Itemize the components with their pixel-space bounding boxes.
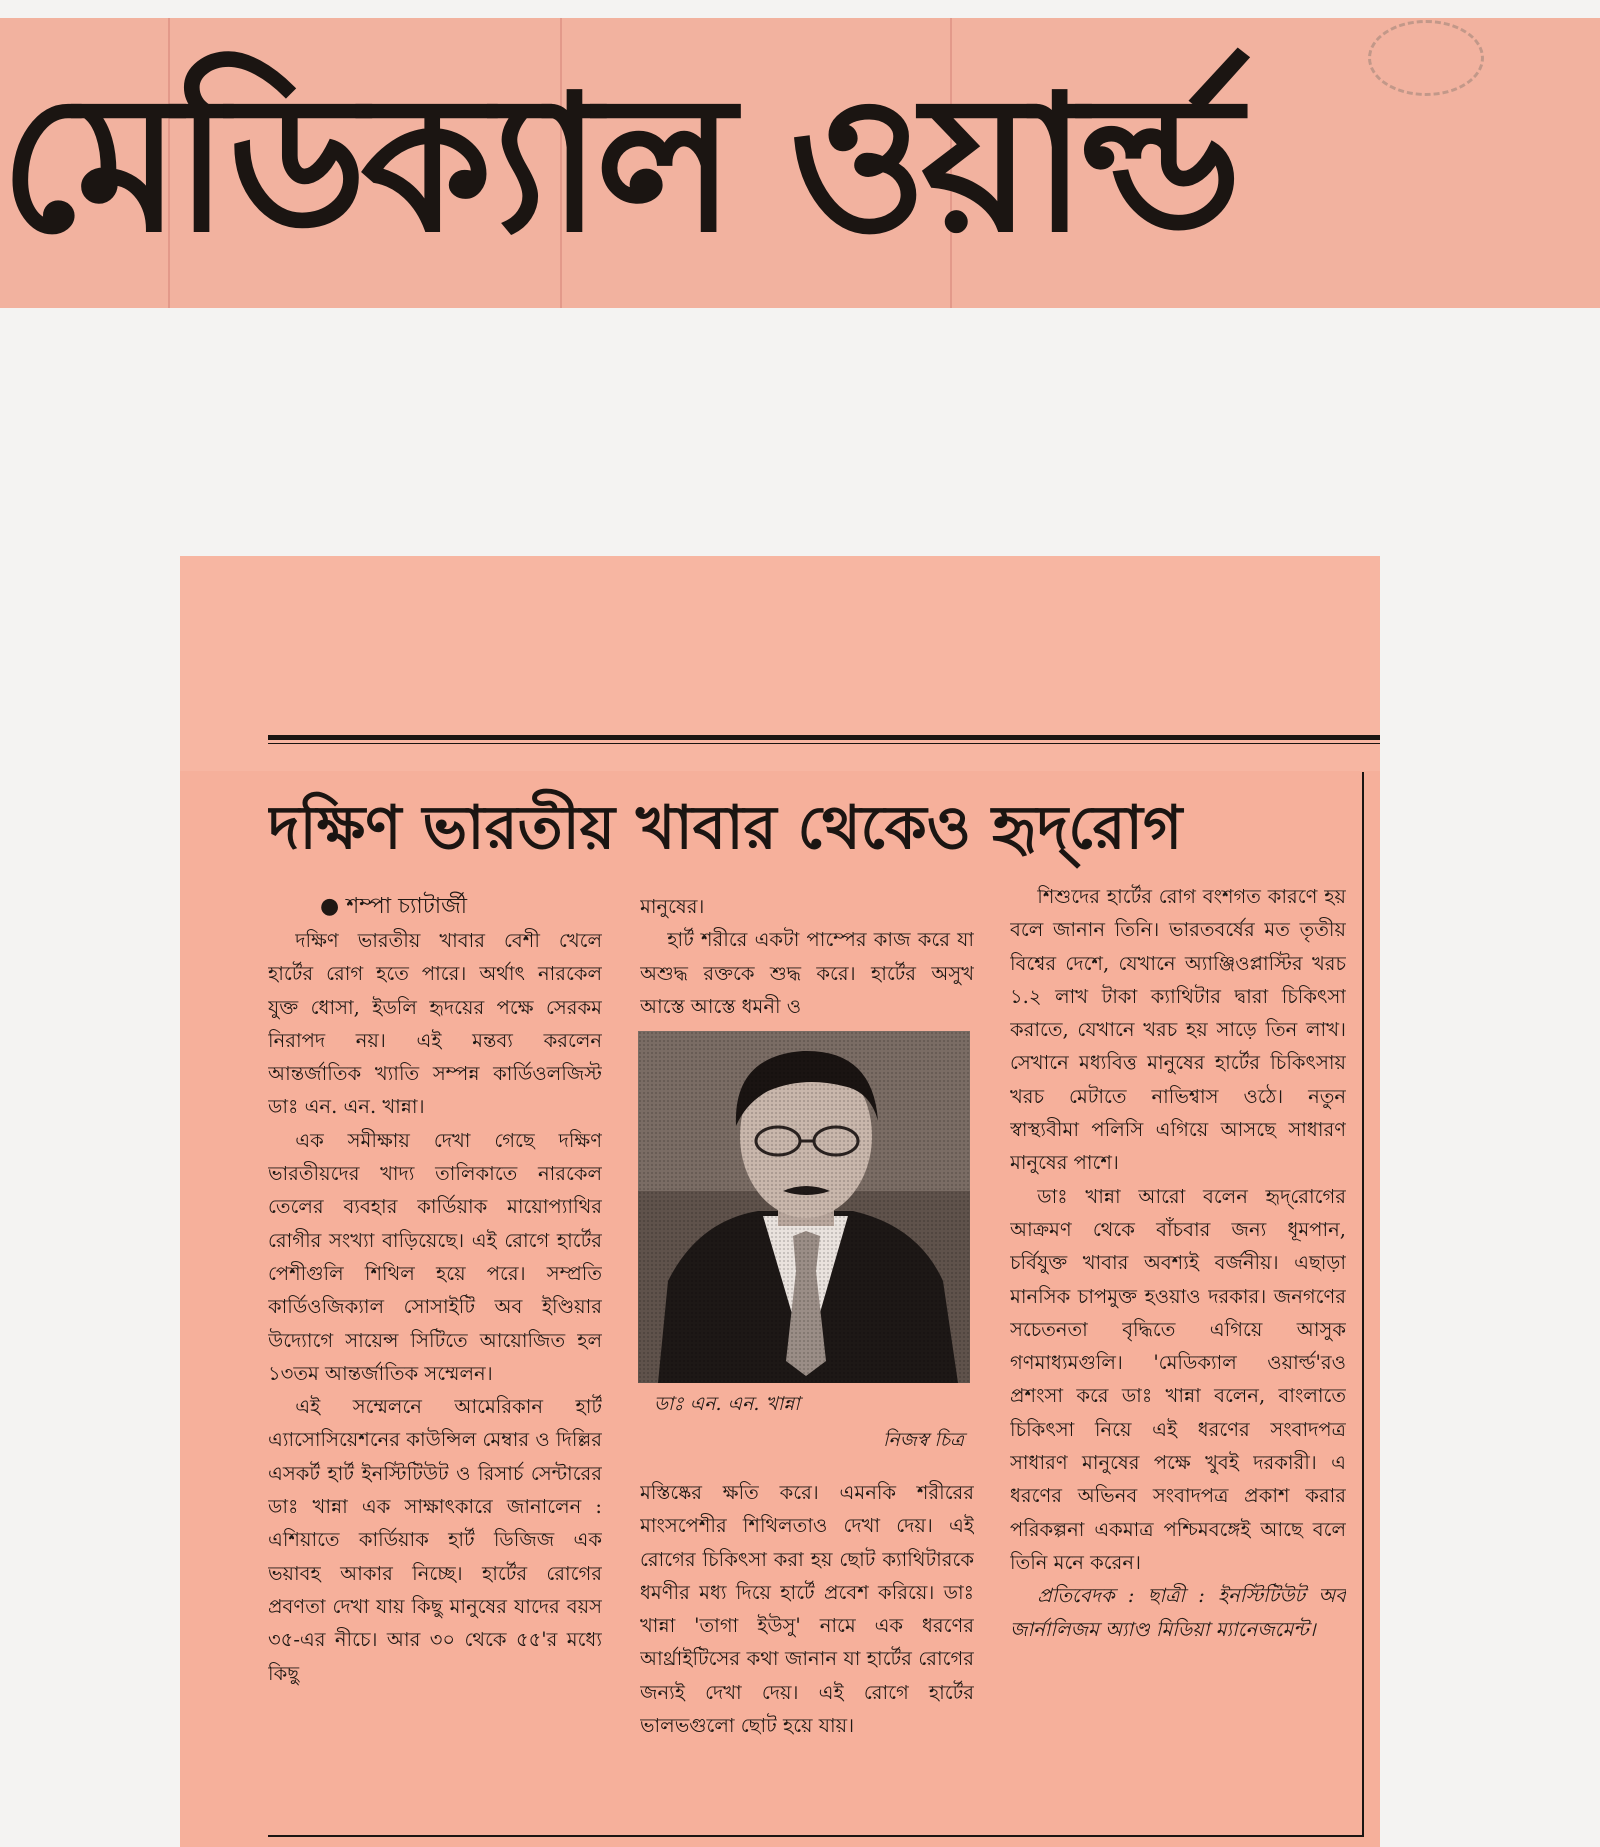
top-rule [268,735,1380,740]
byline-name: শম্পা চ্যাটার্জী [346,894,468,919]
top-rule-thin [268,743,1380,744]
paragraph: মানুষের। [640,895,705,918]
paragraph: এক সমীক্ষায় দেখা গেছে দক্ষিণ ভারতীয়দের খাদ্য তালিকাতে নারকেল তেলের ব্যবহার কার্ডিয়াক মায়োপ্যাথির রোগীর সংখ্যা বাড়িয়েছে। এই রোগে হার্টের পেশীগুলি শিথিল হয়ে পরে। সম্প্রতি কার্ডিওজিক্যাল সোসাইটি অব ইণ্ডিয়ার উদ্যোগে সায়েন্স সিটিতে আয়োজিত হল ১৩তম আন্তর্জাতিক সম্মেলন। [268,1128,602,1385]
doctor-portrait-image [638,1031,970,1383]
article-column-2-top [640,890,974,1020]
paragraph: শিশুদের হার্টের রোগ বংশগত কারণে হয় বলে জানান তিনি। ভারতবর্ষের মত তৃতীয় বিশ্বের দেশে, যেখানে অ্যাঞ্জিওপ্লাস্টির খরচ ১.২ লাখ টাকা ক্যাথিটার দ্বারা চিকিৎসা করাতে, যেখানে খরচ হয় সাড়ে তিন লাখ। সেখানে মধ্যবিত্ত মানুষের হার্টের চিকিৎসায় খরচ মেটাতে নাভিশ্বাস ওঠে। নতুন স্বাস্থ্যবীমা পলিসি এগিয়ে আসছে সাধারণ মানুষের পাশে। [1010,885,1346,1175]
bullet-icon: ● [320,894,340,919]
reporter-credit: প্রতিবেদক : ছাত্রী : ইনস্টিটিউট অব জার্নালিজম অ্যাণ্ড মিডিয়া ম্যানেজমেন্ট। [1010,1584,1346,1641]
article-column-2-bottom [640,1476,974,1816]
paragraph: মস্তিষ্কের ক্ষতি করে। এমনকি শরীরের মাংসপেশীর শিথিলতাও দেখা দেয়। এই রোগের চিকিৎসা করা হয় ছোট ক্যাথিটারকে ধমণীর মধ্য দিয়ে হার্টে প্রবেশ করিয়ে। ডাঃ খান্না 'তাগা ইউসু' নামে এক ধরণের আর্থ্রাইটিসের কথা জানান যা হার্টের রোগের জন্যই দেখা দেয়। এই রোগে হার্টের ভালভগুলো ছোট হয়ে যায়। [640,1481,974,1738]
article-headline: দক্ষিণ ভারতীয় খাবার থেকেও হৃদ্‌রোগ [268,793,1183,863]
caption-name: ডাঃ এন. এন. খান্না [654,1393,800,1415]
paragraph: দক্ষিণ ভারতীয় খাবার বেশী খেলে হার্টের রোগ হতে পারে। অর্থাৎ নারকেল যুক্ত ধোসা, ইডলি হৃদয়ের পক্ষে সেরকম নিরাপদ নয়। এই মন্তব্য করলেন আন্তর্জাতিক খ্যাতি সম্পন্ন কার্ডিওলজিস্ট ডাঃ এন. এন. খান্না। [268,929,602,1119]
paragraph: হার্ট শরীরে একটা পাম্পের কাজ করে যা অশুদ্ধ রক্তকে শুদ্ধ করে। হার্টের অসুখ আস্তে আস্তে ধমনী ও [640,928,974,1018]
byline [320,890,602,924]
article-column-3 [1010,880,1346,1835]
doctor-photo [638,1031,970,1383]
paragraph: এই সম্মেলনে আমেরিকান হার্ট এ্যাসোসিয়েশনের কাউন্সিল মেম্বার ও দিল্লির এসকর্ট হার্ট ইনস্টিটিউট ও রিসার্চ সেন্টারের ডাঃ খান্না এক সাক্ষাৎকারে জানালেন : এশিয়াতে কার্ডিয়াক হার্ট ডিজিজ এক ভয়াবহ আকার নিচ্ছে। হার্টের রোগের প্রবণতা দেখা যায় কিছু মানুষের যাদের বয়স ৩৫-এর নীচে। আর ৩০ থেকে ৫৫'র মধ্যে কিছু [268,1395,602,1685]
paragraph: ডাঃ খান্না আরো বলেন হৃদ্‌রোগের আক্রমণ থেকে বাঁচবার জন্য ধূমপান, চর্বিযুক্ত খাবার অবশ্যই বর্জনীয়। এছাড়া মানসিক চাপমুক্ত হওয়াও দরকার। জনগণের সচেতনতা বৃদ্ধিতে এগিয়ে আসুক গণমাধ্যমগুলি। 'মেডিক্যাল ওয়ার্ল্ড'রও প্রশংসা করে ডাঃ খান্না বলেন, বাংলাতে চিকিৎসা নিয়ে এই ধরণের সংবাদপত্র সাধারণ মানুষের পক্ষে খুবই দরকারী। এ ধরণের অভিনব সংবাদপত্র প্রকাশ করার পরিকল্পনা একমাত্র পশ্চিমবঙ্গেই আছে বলে তিনি মনে করেন। [1010,1184,1346,1574]
caption-credit: নিজস্ব চিত্র [882,1429,964,1451]
right-rule [1362,772,1364,1837]
article-column-1 [268,890,602,1835]
masthead-title: মেডিক্যাল ওয়ার্ল্ড [0,55,1237,274]
bottom-rule [268,1835,1364,1837]
photo-caption [640,1386,974,1466]
